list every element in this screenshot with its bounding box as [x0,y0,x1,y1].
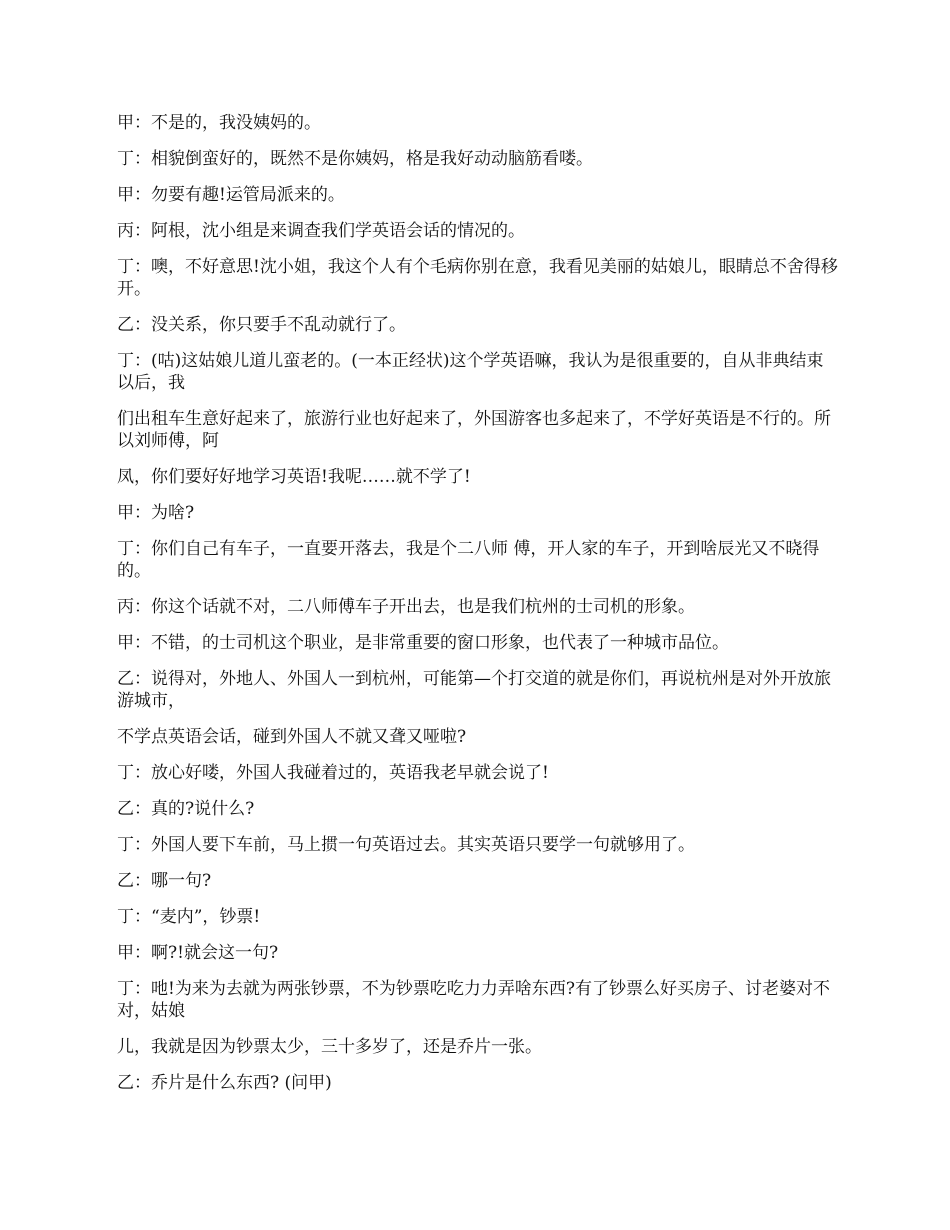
dialogue-line: 丙：你这个话就不对，二八师傅车子开出去，也是我们杭州的士司机的形象。 [117,597,695,617]
dialogue-line: 甲：啊?!就会这一句? [117,943,279,963]
dialogue-line: 丁：放心好喽，外国人我碰着过的，英语我老早就会说了! [117,763,549,783]
dialogue-line: 丁：噢，不好意思!沈小姐，我这个人有个毛病你别在意，我看见美丽的姑娘儿，眼睛总不舍得移开。 [117,257,838,299]
dialogue-line: 凤，你们要好好地学习英语!我呢……就不学了! [117,467,471,487]
dialogue-line: 丁：吔!为来为去就为两张钞票，不为钞票吃吃力力弄啥东西?有了钞票么好买房子、讨老婆对不对，姑娘 [117,979,830,1021]
dialogue-line: 不学点英语会话，碰到外国人不就又聋又哑啦? [117,727,467,747]
dialogue-line: 乙：说得对，外地人、外国人一到杭州，可能第—个打交道的就是你们，再说杭州是对外开放旅游城市， [117,669,831,711]
dialogue-line: 丁：(咕)这姑娘儿道儿蛮老的。(一本正经状)这个学英语嘛，我认为是很重要的，自从非典结束以后，我 [117,351,824,393]
dialogue-line: 儿，我就是因为钞票太少，三十多岁了，还是乔片一张。 [117,1037,542,1057]
dialogue-line: 丁：相貌倒蛮好的，既然不是你姨妈，格是我好动动脑筋看喽。 [117,149,593,169]
document-body [117,112,839,1108]
dialogue-line: 甲：不是的，我没姨妈的。 [117,113,321,133]
dialogue-line: 乙：哪一句? [117,871,212,891]
dialogue-line: 甲：勿要有趣!运管局派来的。 [117,185,345,205]
dialogue-line: 甲：为啥? [117,503,195,523]
dialogue-line: 乙：乔片是什么东西? (问甲) [117,1073,332,1093]
dialogue-line: 丁：外国人要下车前，马上掼一句英语过去。其实英语只要学一句就够用了。 [117,835,695,855]
dialogue-line: 甲：不错，的士司机这个职业，是非常重要的窗口形象，也代表了一种城市品位。 [117,633,729,653]
dialogue-line: 丁：“麦内”，钞票! [117,907,261,927]
dialogue-line: 乙：真的?说什么? [117,799,255,819]
dialogue-line: 丙：阿根，沈小组是来调查我们学英语会话的情况的。 [117,221,525,241]
dialogue-line: 乙：没关系，你只要手不乱动就行了。 [117,315,406,335]
dialogue-line: 们出租车生意好起来了，旅游行业也好起来了，外国游客也多起来了，不学好英语是不行的。所以刘师傅，阿 [117,409,831,451]
dialogue-line: 丁：你们自己有车子，一直要开落去，我是个二八师 傅，开人家的车子，开到啥辰光又不晓得的。 [117,539,820,581]
